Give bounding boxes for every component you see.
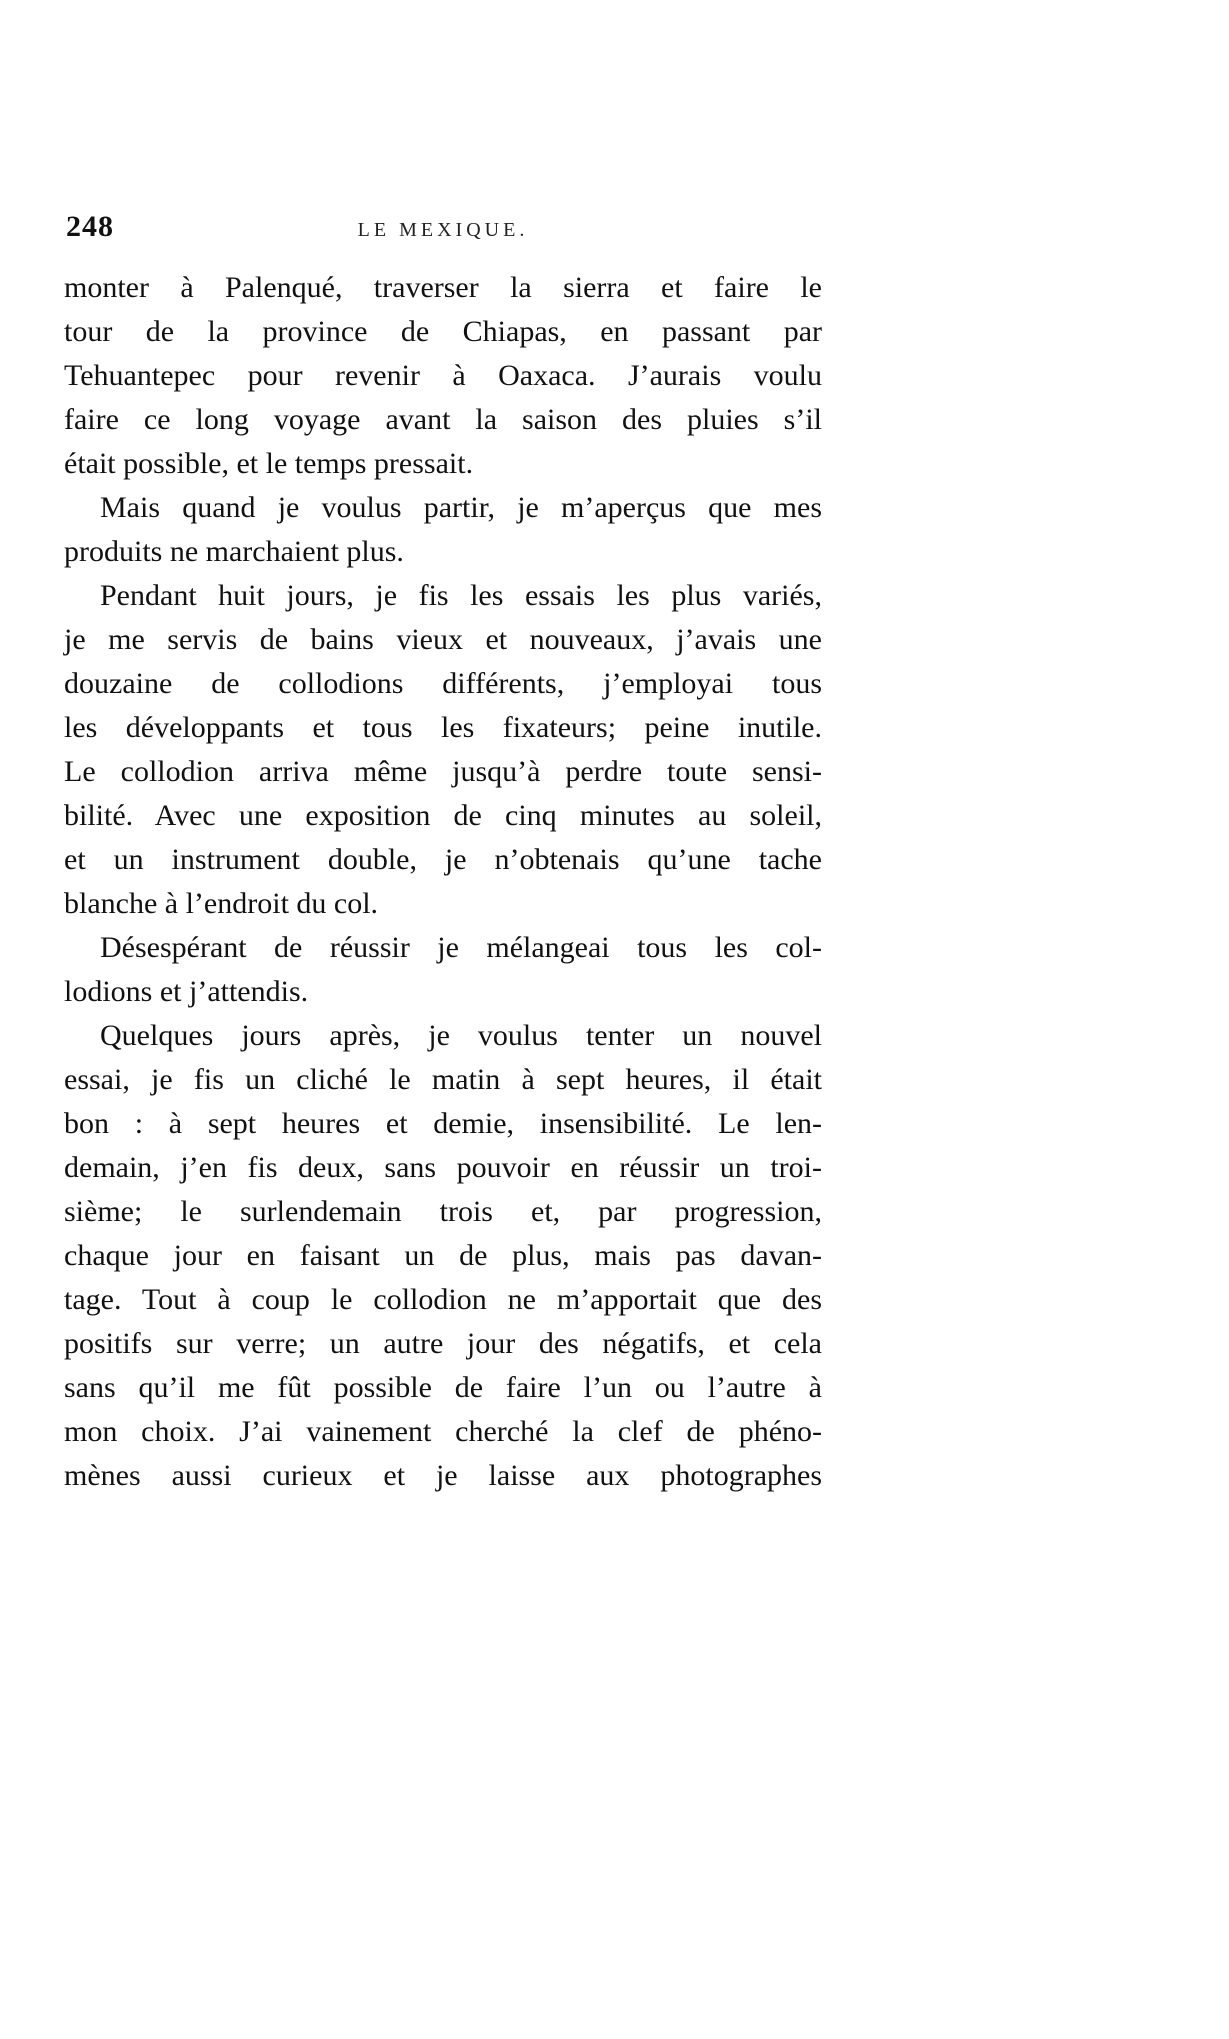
paragraph	[64, 926, 822, 1014]
text-line: faire ce long voyage avant la saison des pluies s’il	[64, 403, 822, 436]
text-line: je me servis de bains vieux et nouveaux, j’avais une	[64, 623, 822, 656]
text-line: les développants et tous les fixateurs; peine inutile.	[64, 711, 822, 744]
text-line: mènes aussi curieux et je laisse aux photographes	[64, 1459, 822, 1492]
text-line: essai, je fis un cliché le matin à sept heures, il était	[64, 1063, 822, 1096]
text-line: produits ne marchaient plus.	[64, 535, 404, 568]
text-line: Quelques jours après, je voulus tenter un nouvel	[100, 1019, 822, 1052]
text-line: douzaine de collodions différents, j’employai tous	[64, 667, 822, 700]
text-line: monter à Palenqué, traverser la sierra et faire le	[64, 271, 822, 304]
text-line: Mais quand je voulus partir, je m’aperçus que mes	[100, 491, 822, 524]
text-body	[64, 266, 822, 1498]
text-line: demain, j’en fis deux, sans pouvoir en réussir un troi-	[64, 1151, 822, 1184]
running-title: LE MEXIQUE.	[357, 219, 529, 241]
text-line: et un instrument double, je n’obtenais qu’une tache	[64, 843, 822, 876]
text-line: sans qu’il me fût possible de faire l’un ou l’autre à	[64, 1371, 822, 1404]
text-line: lodions et j’attendis.	[64, 975, 309, 1008]
paragraph	[64, 266, 822, 486]
page-number: 248	[66, 210, 114, 243]
paragraph	[64, 574, 822, 926]
text-line: tour de la province de Chiapas, en passant par	[64, 315, 822, 348]
paragraph	[64, 486, 822, 574]
text-line: Tehuantepec pour revenir à Oaxaca. J’aurais voulu	[64, 359, 822, 392]
text-line: bon : à sept heures et demie, insensibilité. Le len-	[64, 1107, 822, 1140]
text-line: était possible, et le temps pressait.	[64, 447, 474, 480]
text-line: chaque jour en faisant un de plus, mais pas davan-	[64, 1239, 822, 1272]
paragraph	[64, 1014, 822, 1498]
text-line: sième; le surlendemain trois et, par progression,	[64, 1195, 822, 1228]
text-line: bilité. Avec une exposition de cinq minutes au soleil,	[64, 799, 822, 832]
text-line: Désespérant de réussir je mélangeai tous les col-	[100, 931, 822, 964]
text-line: Le collodion arriva même jusqu’à perdre toute sensi-	[64, 755, 822, 788]
text-line: positifs sur verre; un autre jour des négatifs, et cela	[64, 1327, 822, 1360]
page-header	[64, 210, 822, 250]
text-line: blanche à l’endroit du col.	[64, 887, 379, 920]
text-line: tage. Tout à coup le collodion ne m’apportait que des	[64, 1283, 822, 1316]
text-line: Pendant huit jours, je fis les essais les plus variés,	[100, 579, 822, 612]
text-line: mon choix. J’ai vainement cherché la clef de phéno-	[64, 1415, 822, 1448]
